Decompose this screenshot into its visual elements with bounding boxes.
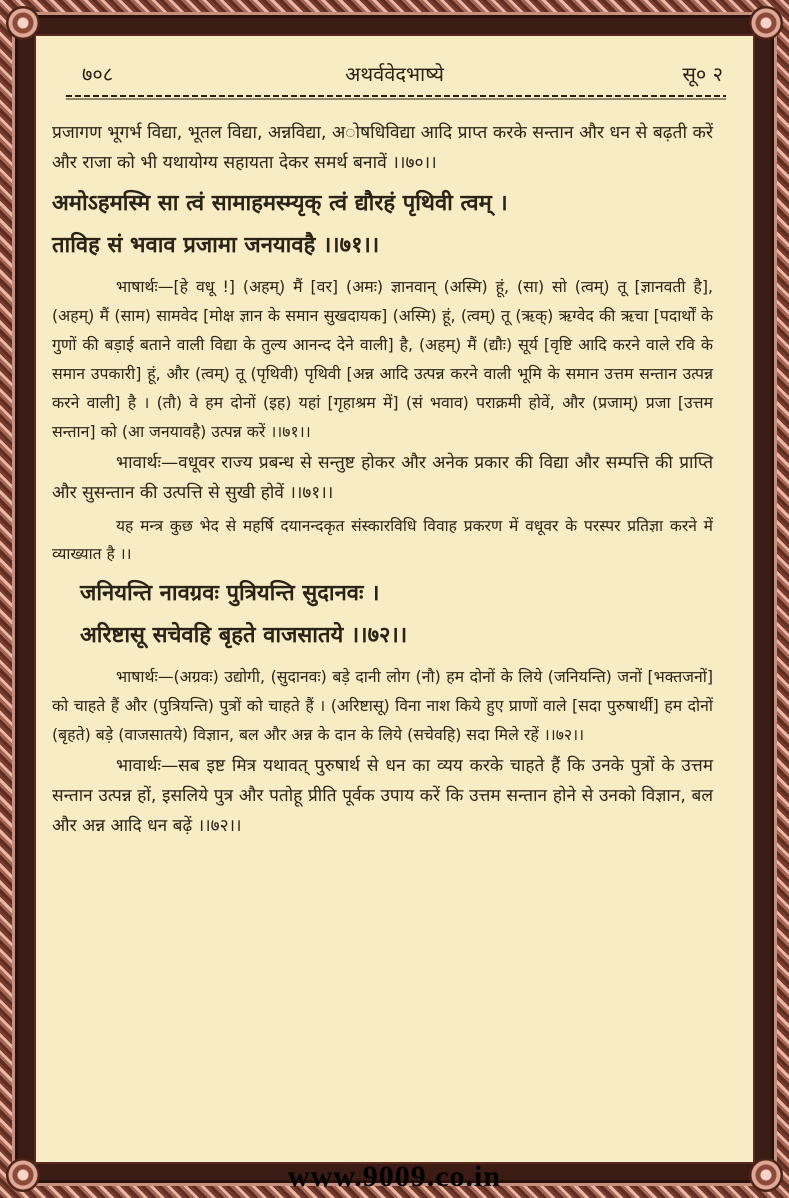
note-71: यह मन्त्र कुछ भेद से महर्षि दयानन्दकृत संस्कारविधि विवाह प्रकरण में वधूवर के परस्पर प्रतिज्ञा करने में व्याख्यात है ।। [52, 517, 713, 563]
header-rule [66, 91, 726, 101]
bhashartha-72: भाषार्थः—(अग्रवः) उद्योगी, (सुदानवः) बड़े दानी लोग (नौ) हम दोनों के लिये (जनियन्ति) जनों [भक्तजनों] को चाहते हैं और (पुत्रियन्ति) पुत्रों को चाहते हैं । (अरिष्टासू) विना नाश किये हुए प्राणों वाले [सदा पुरुषार्थी] हम दोनों (बृहते) बड़े (वाजसातये) विज्ञान, बल और अन्न के दान के लिये (सचेवहि) सदा मिले रहें ।।७२।। [52, 667, 713, 744]
corner-ornament-top-left [6, 6, 40, 40]
page-number: ७०८ [82, 62, 114, 86]
mantra-72-line-2: अरिष्टासू सचेवहि बृहते वाजसातये ।।७२।। [80, 623, 408, 648]
footer-url: www.9009.co.in [287, 1160, 502, 1193]
page-content [52, 118, 713, 841]
bhavartha-72: भावार्थः—सब इष्ट मित्र यथावत् पुरुषार्थ से धन का व्यय करके चाहते हैं कि उनके पुत्रों के उत्तम सन्तान उत्पन्न हों, इसलिये पुत्र और पतोहू प्रीति पूर्वक उपाय करें कि उत्तम सन्तान होने से उनको विज्ञान, बल और अन्न आदि धन बढ़ें ।।७२।। [52, 756, 713, 836]
mantra-71-line-2: ताविह सं भवाव प्रजामा जनयावहै ।।७१।। [52, 233, 380, 258]
bhashartha-71: भाषार्थः—[हे वधू !] (अहम्) मैं [वर] (अमः) ज्ञानवान् (अस्मि) हूं, (सा) सो (त्वम्) तू [ज्ञानवती है], (अहम्) मैं (साम) सामवेद [मोक्ष ज्ञान के समान सुखदायक] (अस्मि) हूं, (त्वम्) तू (ऋक्) ऋग्वेद की ऋचा [पदार्थों के गुणों की बड़ाई बताने वाली विद्या के तुल्य आनन्द देने वाली] है, (अहम्) मैं (द्यौः) सूर्य [वृष्टि आदि करने वाले रवि के समान उपकारी] हूं, और (त्वम्) तू (पृथिवी) पृथिवी [अन्न आदि उत्पन्न करने वाली भूमि के समान उत्तम सन्तान उत्पन्न करने वाली] है । (तौ) वे हम दोनों (इह) यहां [गृहाश्रम में] (सं भवाव) पराक्रमी होवें, और (प्रजाम्) प्रजा [उत्तम सन्तान] को (आ जनयावहै) उत्पन्न करें ।।७१।। [52, 277, 713, 441]
mantra-72-line-1: जनियन्ति नावग्रवः पुत्रियन्ति सुदानवः । [80, 581, 380, 606]
mantra-71-line-1: अमोऽहमस्मि सा त्वं सामाहमस्म्यृक् त्वं द्यौरहं पृथिवी त्वम् । [52, 191, 508, 216]
book-title: अथर्ववेदभाष्ये [345, 62, 444, 86]
sukta-number: सू० २ [682, 62, 723, 86]
corner-ornament-top-right [749, 6, 783, 40]
bhavartha-71: भावार्थः—वधूवर राज्य प्रबन्ध से सन्तुष्ट होकर और अनेक प्रकार की विद्या और सम्पत्ति की प्राप्ति और सुसन्तान की उत्पत्ति से सुखी होवें ।।७१।। [52, 453, 713, 503]
intro-paragraph: प्रजागण भूगर्भ विद्या, भूतल विद्या, अन्नविद्या, अोषधिविद्या आदि प्राप्त करके सन्तान और धन से बढ़ती करें और राजा को भी यथायोग्य सहायता देकर समर्थ बनावें ।।७०।। [52, 123, 713, 173]
page-header [62, 54, 727, 94]
